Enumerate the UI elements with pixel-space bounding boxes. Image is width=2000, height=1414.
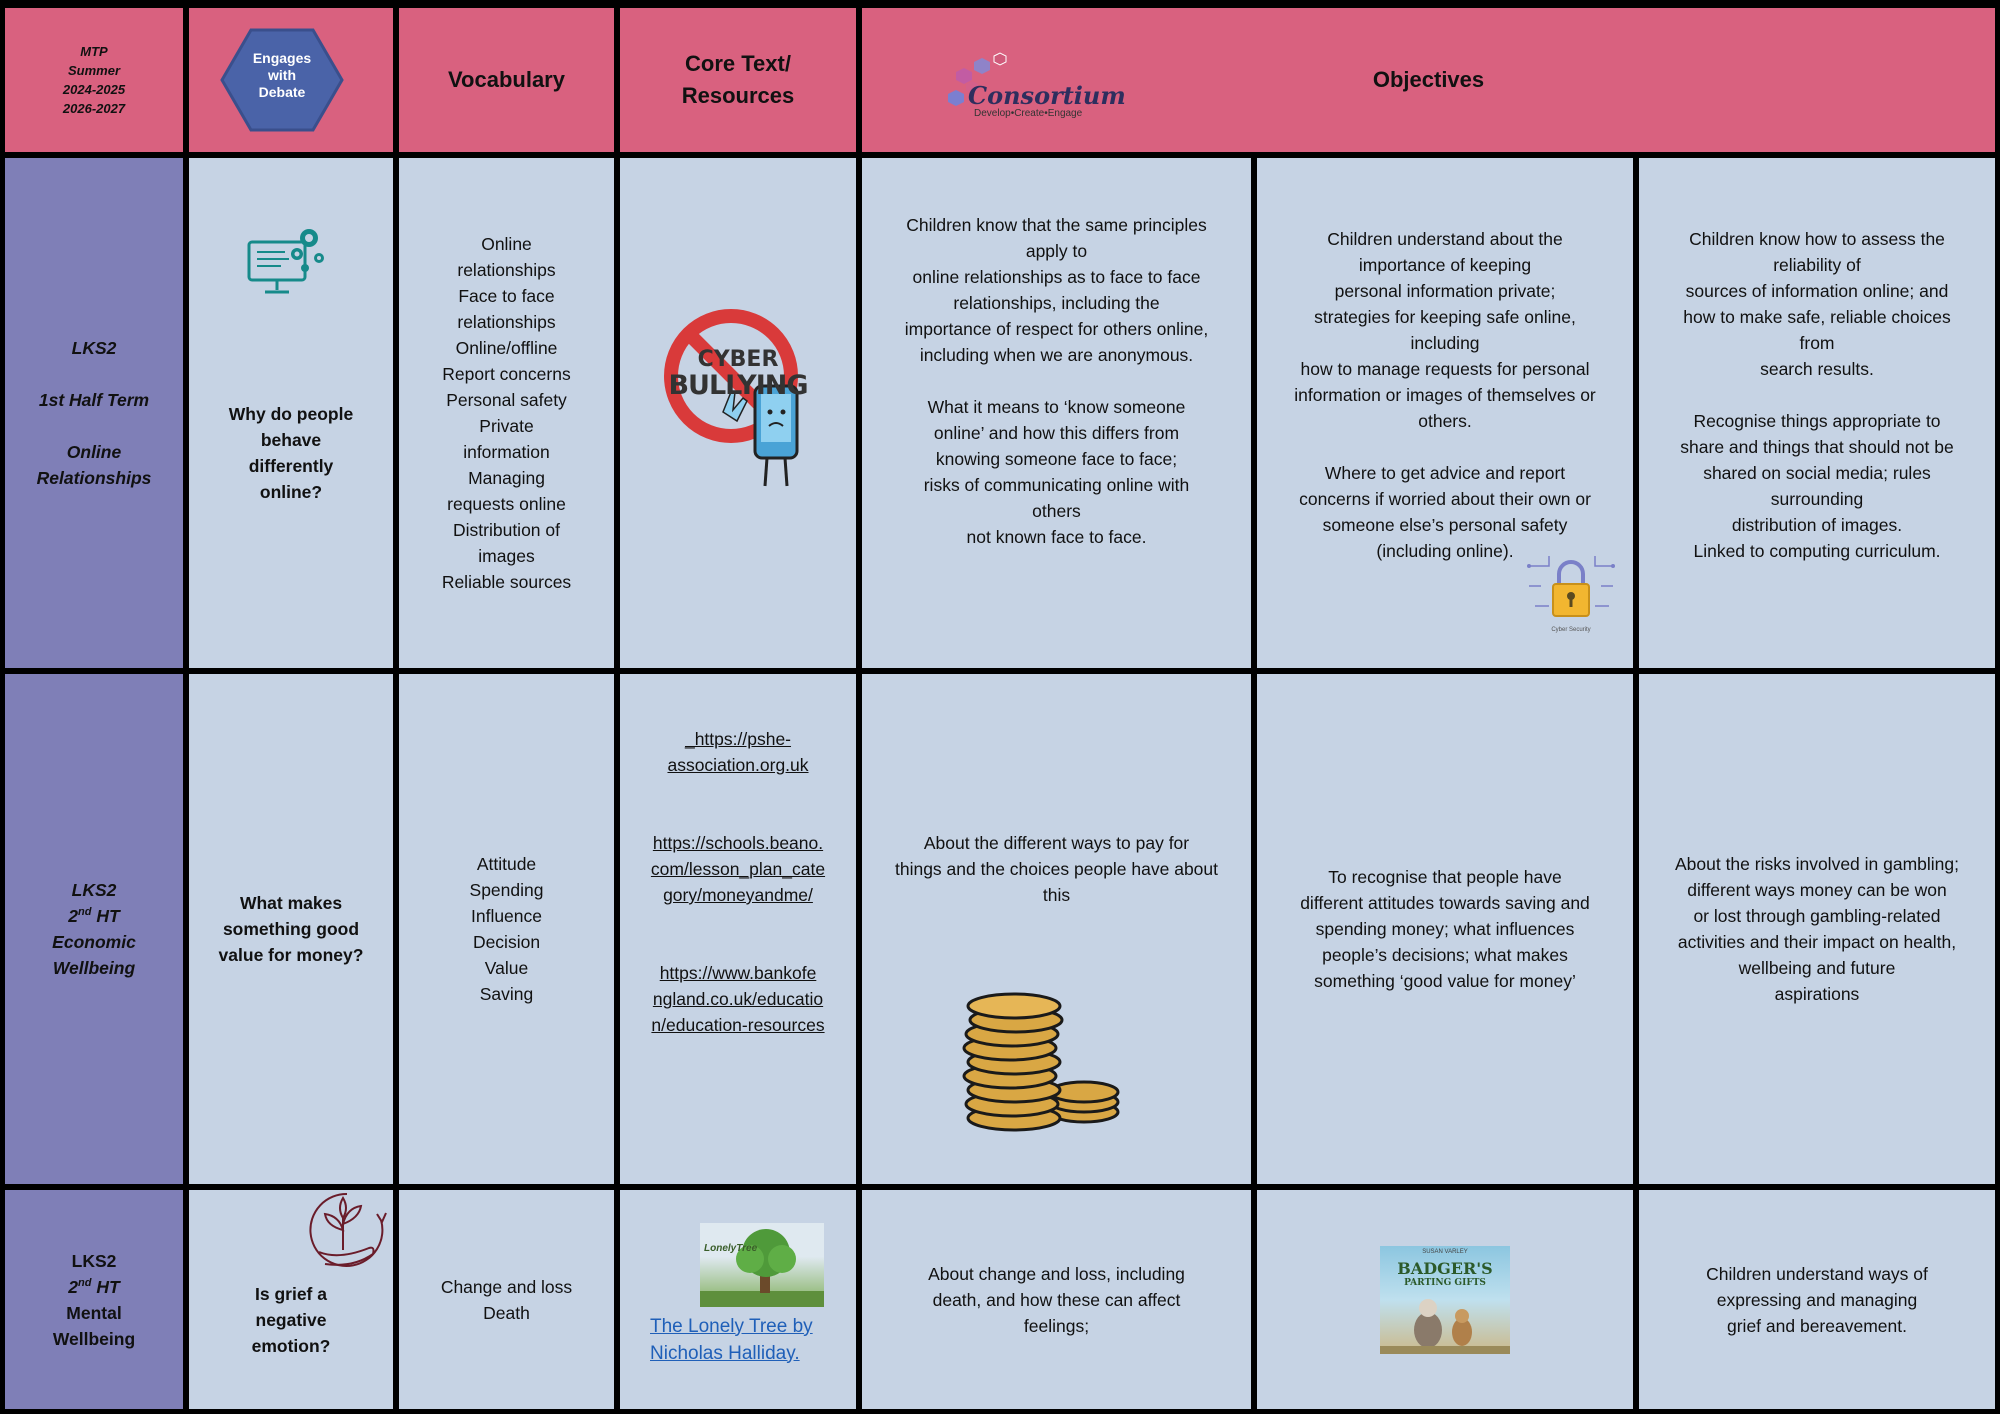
padlock-icon: Cyber Security bbox=[1525, 546, 1617, 638]
row2-question: What makes something good value for money? bbox=[189, 674, 393, 1184]
bank-of-england-link[interactable]: https://www.bankofe ngland.co.uk/educatio n/education-resources bbox=[651, 963, 825, 1035]
row1-objective-2: Children understand about the importance of keeping personal information private; strategies for keeping safe online, including how to manage requests for personal information or images of themselves or others. Where to get advice and report concerns if worried about their own or someone else’s personal safety (including online). Cyber Security bbox=[1257, 158, 1633, 668]
row1-question-cell bbox=[189, 158, 393, 668]
growth-hand-icon bbox=[307, 1190, 387, 1276]
row3-objective-2 bbox=[1257, 1190, 1633, 1409]
beano-schools-link[interactable]: https://schools.beano. com/lesson_plan_cate gory/moneyandme/ bbox=[650, 833, 826, 905]
pshe-association-link[interactable]: _https://pshe- association.org.uk bbox=[667, 729, 809, 775]
row2-objective-2: To recognise that people have different attitudes towards saving and spending money; what influences people’s decisions; what makes something ‘good value for money’ bbox=[1257, 674, 1633, 1184]
row2-resources bbox=[620, 674, 856, 1184]
row3-side-label: LKS2 2nd HT Mental Wellbeing bbox=[5, 1190, 183, 1409]
row1-objective-1: Children know that the same principles apply to online relationships as to face to face relationships, including the importance of respect for others online, including when we are anonymous. What it means to ‘know someone online’ and how this differs from knowing someone face to face; risks of communicating online with others not known face to face. bbox=[862, 158, 1251, 668]
computer-gears-icon bbox=[245, 224, 331, 304]
mtp-label: MTP Summer 2024-2025 2026-2027 bbox=[5, 8, 183, 152]
row2-objective-3: About the risks involved in gambling; different ways money can be won or lost through gambling-related activities and their impact on health, wellbeing and future aspirations bbox=[1639, 674, 1995, 1184]
row2-side-label: LKS2 2nd HT Economic Wellbeing bbox=[5, 674, 183, 1184]
debate-badge-icon: Engages with Debate bbox=[220, 26, 344, 134]
objectives-header: Objectives Consortium Develop•Create•Engage bbox=[862, 8, 1995, 152]
lonely-tree-book-cover: LonelyTree bbox=[700, 1223, 824, 1307]
row3-objective-1: About change and loss, including death, and how these can affect feelings; bbox=[862, 1190, 1251, 1409]
row3-objective-3: Children understand ways of expressing and managing grief and bereavement. bbox=[1639, 1190, 1995, 1409]
consortium-logo bbox=[942, 52, 1126, 124]
row3-question-cell: Is grief a negative emotion? bbox=[189, 1190, 393, 1409]
row1-question: Why do people behave differently online? bbox=[228, 404, 354, 502]
core-text-header: Core Text/ Resources bbox=[620, 8, 856, 152]
row3-vocabulary: Change and loss Death bbox=[399, 1190, 614, 1409]
cyber-bullying-icon: CYBER BULLYING bbox=[653, 308, 823, 498]
row1-resources bbox=[620, 158, 856, 668]
row1-side-label: LKS2 1st Half Term Online Relationships bbox=[5, 158, 183, 668]
row2-vocabulary: Attitude Spending Influence Decision Value Saving bbox=[399, 674, 614, 1184]
lonely-tree-link[interactable]: The Lonely Tree by Nicholas Halliday. bbox=[650, 1315, 813, 1364]
consortium-tagline: Develop•Create•Engage bbox=[974, 108, 1083, 119]
debate-badge-cell bbox=[189, 8, 393, 152]
row1-objective-3: Children know how to assess the reliability of sources of information online; and how to make safe, reliable choices from search results. Recognise things appropriate to share and things that should not be shared on social media; rules surrounding distribution of images. Linked to computing curriculum. bbox=[1639, 158, 1995, 668]
consortium-logo-text: Consortium bbox=[968, 81, 1126, 110]
row3-resources bbox=[620, 1190, 856, 1409]
vocabulary-header: Vocabulary bbox=[399, 8, 614, 152]
row2-objective-1: About the different ways to pay for things and the choices people have about this bbox=[862, 674, 1251, 1184]
badgers-parting-gifts-cover: SUSAN VARLEY BADGER'S PARTING GIFTS bbox=[1380, 1246, 1510, 1354]
coin-stack-icon bbox=[962, 992, 1122, 1136]
row1-vocabulary: Online relationships Face to face relationships Online/offline Report concerns Personal safety Private information Managing requests online Distribution of images Reliable sources bbox=[399, 158, 614, 668]
